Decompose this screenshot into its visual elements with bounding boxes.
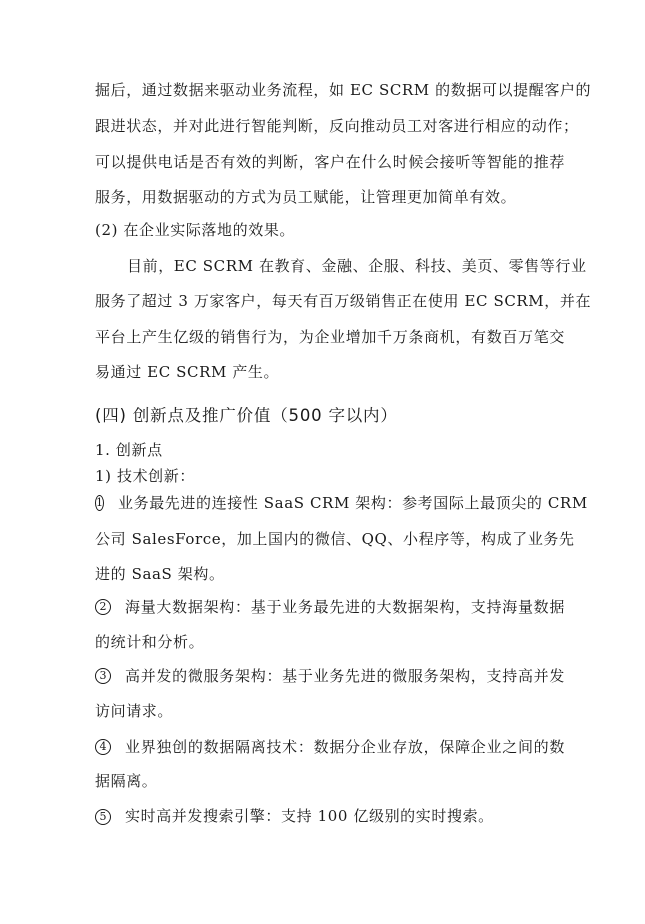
paragraph-line: 跟进状态，并对此进行智能判断，反向推动员工对客进行相应的动作； — [95, 117, 579, 135]
list-item — [95, 806, 565, 826]
list-item-text: 高并发的微服务架构：基于业务先进的微服务架构，支持高并发 — [125, 667, 565, 685]
circled-number-marker: 5 — [95, 809, 111, 825]
circled-number-marker: 4 — [95, 739, 111, 755]
list-item-text: 业界独创的数据隔离技术：数据分企业存放，保障企业之间的数 — [125, 738, 565, 756]
list-item-continuation: 访问请求。 — [95, 702, 174, 720]
paragraph-line: 可以提供电话是否有效的判断，客户在什么时候会接听等智能的推荐 — [95, 153, 565, 171]
circled-number-marker: 3 — [95, 668, 111, 684]
subheading: 1) 技术创新： — [95, 467, 195, 485]
list-item-continuation: 的统计和分析。 — [95, 633, 205, 651]
paragraph-line: 目前，EC SCRM 在教育、金融、企服、科技、美页、零售等行业 — [127, 257, 587, 275]
paragraph-line: 掘后，通过数据来驱动业务流程，如 EC SCRM 的数据可以提醒客户的 — [95, 81, 592, 99]
paragraph-line: 服务，用数据驱动的方式为员工赋能，让管理更加简单有效。 — [95, 188, 517, 206]
paragraph-line: 服务了超过 3 万家客户，每天有百万级销售正在使用 EC SCRM，并在 — [95, 292, 592, 310]
circled-number-marker: 2 — [95, 599, 111, 615]
list-item — [95, 666, 565, 686]
paragraph-line: 平台上产生亿级的销售行为，为企业增加千万条商机，有数百万笔交 — [95, 328, 565, 346]
list-item-text: 实时高并发搜索引擎：支持 100 亿级别的实时搜索。 — [125, 807, 494, 825]
list-item-continuation: 公司 SalesForce，加上国内的微信、QQ、小程序等，构成了业务先 — [95, 530, 575, 548]
list-item-continuation: 进的 SaaS 架构。 — [95, 565, 225, 583]
list-item — [95, 737, 565, 757]
list-item-continuation: 据隔离。 — [95, 772, 158, 790]
list-item — [95, 597, 565, 617]
circled-number-marker: 1 — [96, 496, 103, 509]
list-item — [95, 493, 588, 513]
subheading: 1. 创新点 — [95, 441, 163, 459]
section-heading: (四) 创新点及推广价值（500 字以内） — [95, 406, 398, 425]
subsection-label: (2) 在企业实际落地的效果。 — [95, 221, 296, 239]
list-item-text: 海量大数据架构：基于业务最先进的大数据架构，支持海量数据 — [125, 598, 565, 616]
list-item-text: 业务最先进的连接性 SaaS CRM 架构：参考国际上最顶尖的 CRM — [118, 494, 588, 512]
paragraph-line: 易通过 EC SCRM 产生。 — [95, 363, 280, 381]
